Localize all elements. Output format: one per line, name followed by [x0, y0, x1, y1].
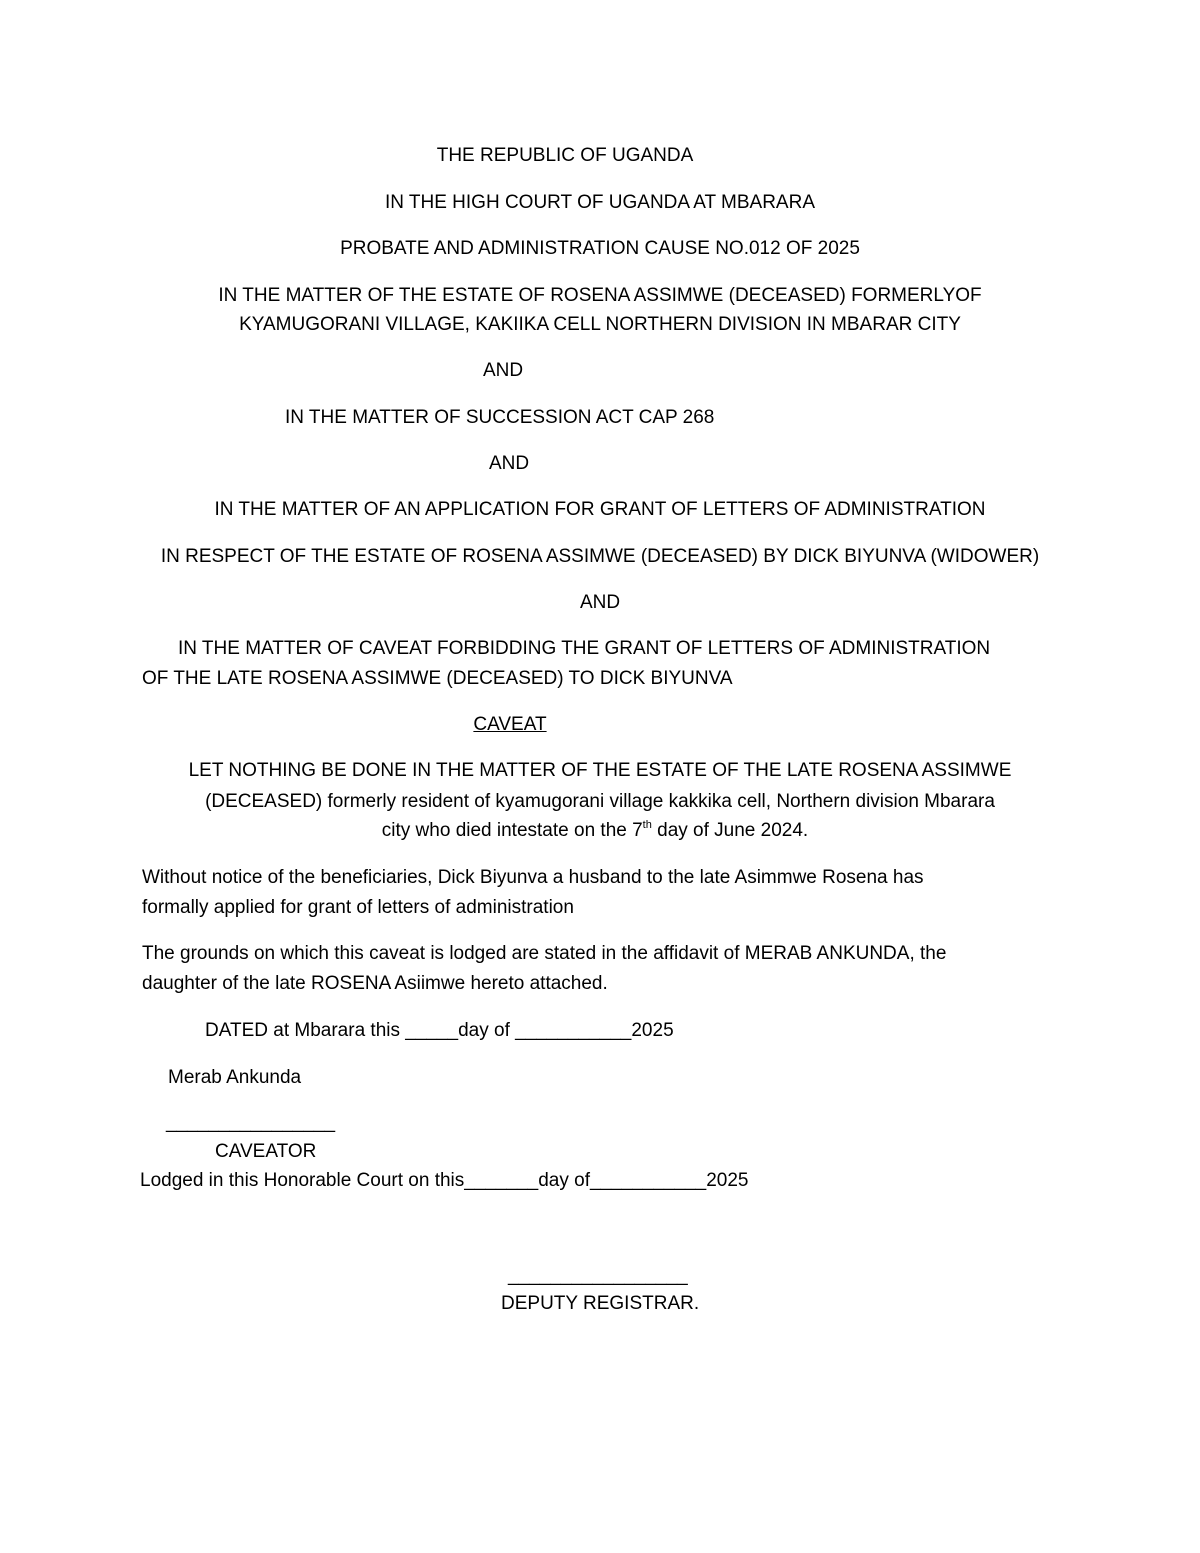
and-separator-2: AND — [488, 453, 530, 474]
succession-act-matter: IN THE MATTER OF SUCCESSION ACT CAP 268 — [285, 407, 715, 428]
ordinal-suffix: th — [642, 818, 652, 831]
and-separator-1: AND — [482, 360, 524, 381]
died-text-start: city who died intestate on the 7 — [381, 820, 643, 841]
death-date-statement — [0, 819, 1190, 843]
caveator-name: Merab Ankunda — [168, 1067, 302, 1088]
affidavit-deponent: of MERAB ANKUNDA — [723, 943, 910, 964]
grounds-line-2: daughter of the late ROSENA Asiimwe hereto attached. — [142, 973, 608, 994]
estate-matter-line-1: IN THE MATTER OF THE ESTATE OF ROSENA ASSIMWE (DECEASED) FORMERLYOF — [218, 285, 982, 306]
notice-line-1: Without notice of the beneficiaries, Dick Biyunva a husband to the late Asimmwe Rosena has — [142, 867, 924, 888]
grounds-line-1 — [142, 942, 946, 966]
estate-matter-line-2: KYAMUGORANI VILLAGE, KAKIIKA CELL NORTHERN DIVISION IN MBARAR CITY — [239, 314, 961, 335]
court-heading: IN THE HIGH COURT OF UGANDA AT MBARARA — [384, 192, 816, 213]
caveat-matter-line-1: IN THE MATTER OF CAVEAT FORBIDDING THE GRANT OF LETTERS OF ADMINISTRATION — [178, 638, 991, 659]
let-nothing-statement: LET NOTHING BE DONE IN THE MATTER OF THE ESTATE OF THE LATE ROSENA ASSIMWE — [188, 760, 1012, 781]
deceased-marker: (DECEASED) — [205, 791, 323, 812]
lodged-line: Lodged in this Honorable Court on this_______day of___________2025 — [140, 1170, 749, 1191]
grounds-text: The grounds on which this caveat is lodged are stated in the affidavit — [142, 943, 724, 964]
dated-line: DATED at Mbarara this _____day of ___________2025 — [205, 1020, 674, 1041]
caveat-matter-line-2: OF THE LATE ROSENA ASSIMWE (DECEASED) TO DICK BIYUNVA — [142, 668, 733, 689]
and-separator-3: AND — [579, 592, 621, 613]
grounds-text-end: , the — [909, 943, 947, 964]
caveat-title: CAVEAT — [473, 714, 547, 735]
application-matter-line-2: IN RESPECT OF THE ESTATE OF ROSENA ASSIMWE (DECEASED) BY DICK BIYUNVA (WIDOWER) — [160, 546, 1040, 567]
cause-number: PROBATE AND ADMINISTRATION CAUSE NO.012 OF 2025 — [340, 238, 860, 259]
registrar-label: DEPUTY REGISTRAR. — [501, 1293, 700, 1314]
notice-line-2: formally applied for grant of letters of administration — [142, 897, 574, 918]
resident-text: formerly resident of kyamugorani village kakkika cell, Northern division Mbarara — [322, 791, 995, 812]
caveator-label: CAVEATOR — [215, 1141, 317, 1162]
registrar-signature-line: _________________ — [508, 1265, 688, 1286]
republic-heading: THE REPUBLIC OF UGANDA — [436, 145, 694, 166]
caveator-signature-line: ________________ — [166, 1112, 336, 1133]
application-matter-line-1: IN THE MATTER OF AN APPLICATION FOR GRANT OF LETTERS OF ADMINISTRATION — [214, 499, 986, 520]
died-text-end: day of June 2024. — [651, 820, 809, 841]
resident-statement — [0, 790, 1200, 814]
